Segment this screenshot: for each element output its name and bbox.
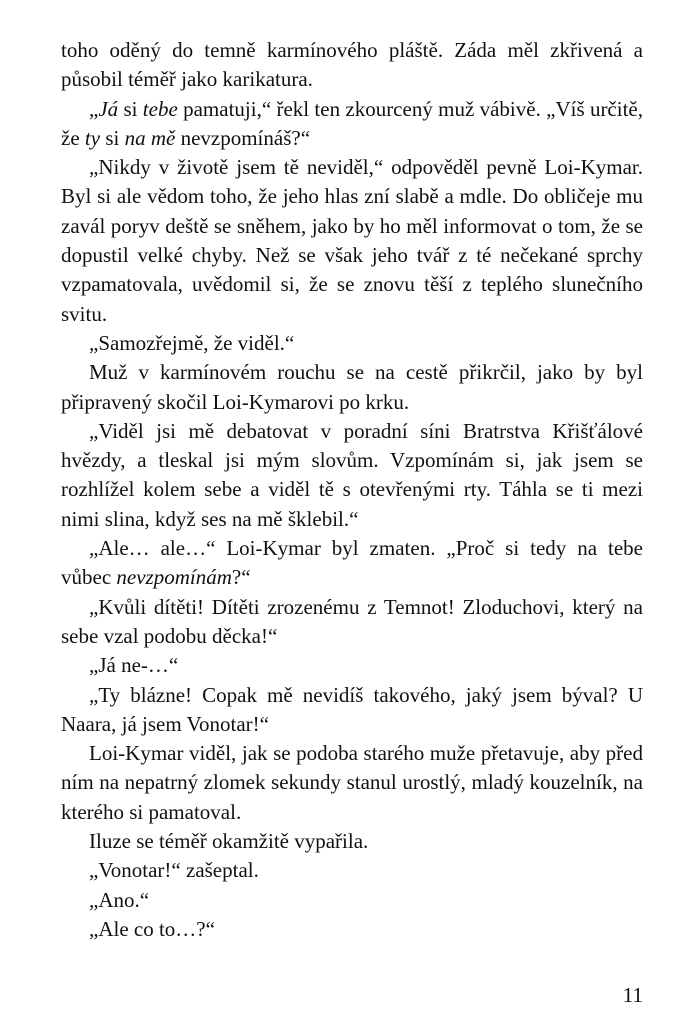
- text-run: „Viděl jsi mě debatovat v poradní síni Bratrstva Křišťálové hvězdy, a tleskal jsi mým slovům. Vzpomínám si, jak jsem se rozhlížel kolem sebe a viděl tě s otevřenými rty. Táhla se ti mezi nimi slina, když ses na mě šklebil.“: [61, 418, 643, 531]
- italic-text: Já: [98, 96, 119, 121]
- text-run: „Vonotar!“ zašeptal.: [89, 858, 259, 883]
- page-number: 11: [622, 983, 643, 1007]
- text-run: nevzpomínáš?“: [175, 125, 311, 150]
- paragraph: [61, 827, 643, 856]
- text-run: „Kvůli dítěti! Dítěti zrozenému z Temnot! Zloduchovi, který na sebe vzal podobu děcka!“: [61, 594, 643, 648]
- paragraph: [61, 153, 643, 329]
- text-run: si: [118, 96, 143, 121]
- paragraph: [61, 593, 643, 652]
- paragraph: [61, 915, 643, 944]
- paragraph: [61, 856, 643, 885]
- italic-text: na mě: [124, 125, 176, 150]
- text-run: si: [100, 125, 125, 150]
- italic-text: ty: [84, 125, 101, 150]
- paragraph: [61, 36, 643, 95]
- paragraph: [61, 417, 643, 534]
- paragraph: [61, 651, 643, 680]
- text-run: „Já ne-…“: [89, 653, 179, 678]
- italic-text: tebe: [142, 96, 178, 121]
- text-run: „Samozřejmě, že viděl.“: [89, 330, 295, 355]
- text-run: Loi-Kymar viděl, jak se podoba starého muže přetavuje, aby před ním na nepatrný zlomek sekundy stanul urostlý, mladý kouzelník, na kterého si pamatoval.: [61, 741, 643, 824]
- text-run: pamatuji,“ řekl ten zkourcený muž vábivě. „Víš určitě, že: [61, 96, 643, 150]
- paragraph: [61, 681, 643, 740]
- text-run: Muž v karmínovém rouchu se na cestě přikrčil, jako by byl připravený skočil Loi-Kymarovi po krku.: [61, 360, 643, 414]
- text-run: toho oděný do temně karmínového pláště. Záda měl zkřivená a působil téměř jako karikatura.: [61, 38, 643, 92]
- text-run: ?“: [231, 565, 251, 590]
- italic-text: nevzpomínám: [116, 565, 232, 590]
- paragraph: [61, 534, 643, 593]
- paragraph: [61, 886, 643, 915]
- text-run: „Ale co to…?“: [89, 916, 215, 941]
- text-run: „Ano.“: [89, 887, 150, 912]
- page-body: [61, 36, 643, 944]
- paragraph: [61, 358, 643, 417]
- text-run: „Ale… ale…“ Loi-Kymar byl zmaten. „Proč si tedy na tebe vůbec: [61, 536, 643, 590]
- paragraph: [61, 739, 643, 827]
- text-run: „: [89, 96, 99, 121]
- text-run: „Ty blázne! Copak mě nevidíš takového, jaký jsem býval? U Naara, já jsem Vonotar!“: [61, 682, 643, 736]
- text-run: „Nikdy v životě jsem tě neviděl,“ odpověděl pevně Loi-Kymar. Byl si ale vědom toho, že jeho hlas zní slabě a mdle. Do obličeje mu zavál poryv deště se sněhem, jako by ho měl informovat o tom, že se dopustil velké chyby. Než se však jeho tvář z té nečekané sprchy vzpamatovala, uvědomil si, že se znovu těší z teplého slunečního svitu.: [61, 155, 643, 326]
- paragraph: [61, 329, 643, 358]
- paragraph: [61, 95, 643, 154]
- text-run: Iluze se téměř okamžitě vypařila.: [89, 829, 369, 854]
